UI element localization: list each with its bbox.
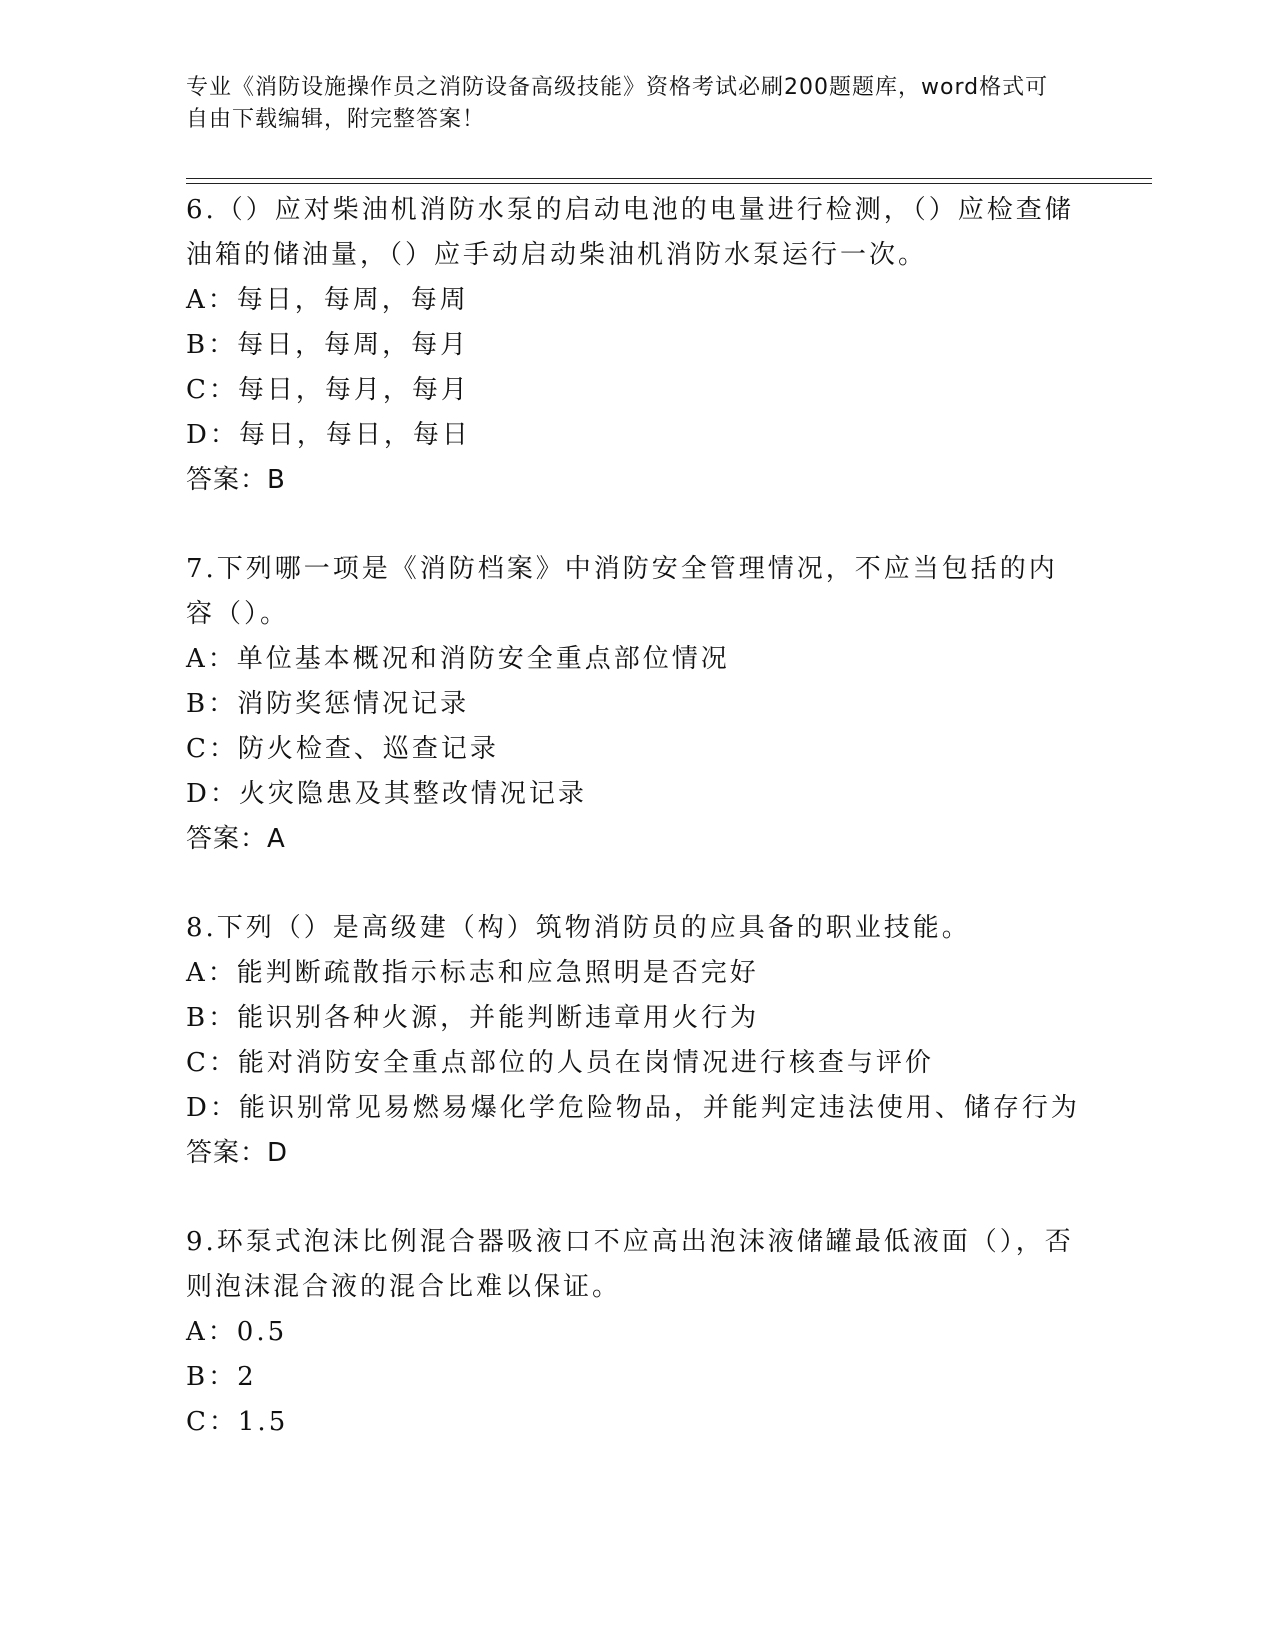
option-d: D：能识别常见易燃易爆化学危险物品，并能判定违法使用、储存行为: [186, 1093, 1080, 1123]
answer: 答案：A: [186, 824, 286, 854]
question-9: [186, 1220, 1086, 1445]
option-d: D：火灾隐患及其整改情况记录: [186, 779, 587, 809]
option-c: C：每日，每月，每月: [186, 375, 470, 405]
answer: 答案：B: [186, 465, 286, 495]
option-a: A：0.5: [186, 1317, 288, 1347]
option-b: B：能识别各种火源，并能判断违章用火行为: [186, 1003, 760, 1033]
answer: 答案：D: [186, 1138, 289, 1168]
option-a: A：能判断疏散指示标志和应急照明是否完好: [186, 958, 759, 988]
question-8: [186, 906, 1086, 1176]
question-list: [186, 188, 1086, 1489]
option-a: A：每日，每周，每周: [186, 285, 469, 315]
option-b: B：消防奖惩情况记录: [186, 689, 470, 719]
question-text: 8.下列（）是高级建（构）筑物消防员的应具备的职业技能。: [186, 913, 971, 943]
document-header: 专业《消防设施操作员之消防设备高级技能》资格考试必刷200题题库，word格式可自由下载编辑，附完整答案！: [186, 75, 1049, 132]
option-b: B：2: [186, 1362, 257, 1392]
header-divider-bottom: [186, 183, 1152, 184]
option-d: D：每日，每日，每日: [186, 420, 471, 450]
question-7: [186, 547, 1086, 862]
option-b: B：每日，每周，每月: [186, 330, 470, 360]
question-text: 6.（）应对柴油机消防水泵的启动电池的电量进行检测，（）应检查储油箱的储油量，（）应手动启动柴油机消防水泵运行一次。: [186, 195, 1074, 270]
question-6: [186, 188, 1086, 503]
option-a: A：单位基本概况和消防安全重点部位情况: [186, 644, 730, 674]
question-text: 7.下列哪一项是《消防档案》中消防安全管理情况，不应当包括的内容（）。: [186, 554, 1058, 629]
header-divider-top: [186, 178, 1152, 179]
option-c: C：防火检查、巡查记录: [186, 734, 499, 764]
question-text: 9.环泵式泡沫比例混合器吸液口不应高出泡沫液储罐最低液面（），否则泡沫混合液的混合比难以保证。: [186, 1227, 1074, 1302]
option-c: C：1.5: [186, 1407, 289, 1437]
option-c: C：能对消防安全重点部位的人员在岗情况进行核查与评价: [186, 1048, 934, 1078]
